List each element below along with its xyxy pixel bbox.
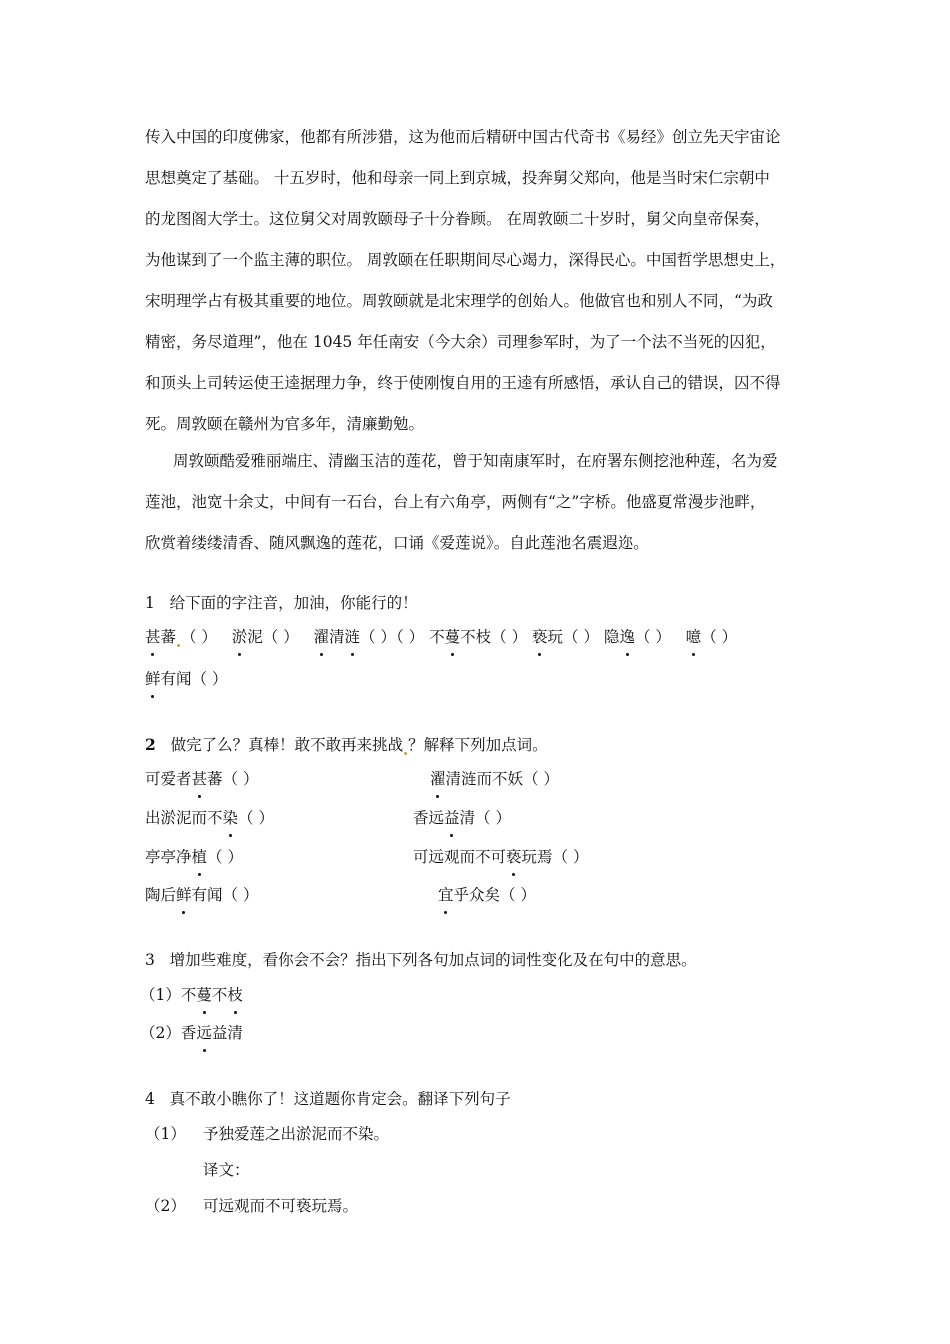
sub-item-label: （2） (140, 1024, 181, 1042)
question-number: 2 (145, 735, 156, 754)
dotted-char: 涟 (345, 625, 361, 647)
sub-item-label: （1） (140, 986, 181, 1004)
question-heading (145, 733, 548, 755)
emphasis-dot (177, 644, 180, 647)
pinyin-item: 不蔓不枝（ ） (429, 628, 527, 646)
question-number: 1 (145, 594, 155, 612)
question-heading (145, 591, 418, 613)
emphasis-dot (404, 752, 407, 755)
question-number: 4 (145, 1090, 155, 1108)
answer-blank[interactable]: （ ） (181, 628, 217, 646)
passage-line: 精密，务尽道理”，他在 1045 年任南安（今大余）司理参军时，为了一个法不当死的囚犯， (145, 333, 776, 351)
dotted-char: 蔓 (445, 625, 461, 647)
pinyin-item: 淤泥（ ） (232, 628, 299, 646)
dotted-char: 噫 (686, 625, 702, 647)
dotted-char: 濯 (314, 625, 330, 647)
answer-blank[interactable]: （ ） (222, 886, 259, 904)
dotted-char: 远 (196, 1021, 212, 1043)
definition-item: 亭亭净植（ ） (145, 845, 243, 867)
dotted-char: 宜 (438, 883, 454, 905)
pinyin-items (145, 625, 737, 647)
pinyin-item: 濯清 (314, 628, 345, 646)
pinyin-item: 隐逸（ ） (604, 628, 671, 646)
pinyin-item: 鲜有闻（ ） (145, 667, 227, 689)
dotted-char: 甚 (192, 767, 208, 789)
passage-line: 死。周敦颐在赣州为官多年，清廉勤勉。 (145, 415, 425, 433)
pinyin-item: 亵玩（ ） (532, 628, 599, 646)
answer-blank[interactable]: （ ） (262, 628, 299, 646)
passage-line: 传入中国的印度佛家，他都有所涉猎，这为他而后精研中国古代奇书《易经》创立先天宇宙论 (145, 128, 781, 146)
sub-item: （2）香远益清 (140, 1021, 243, 1043)
question-heading (145, 948, 697, 970)
passage-line: 和顶头上司转运使王逵据理力争，终于使刚愎自用的王逵有所感悟，承认自己的错误，囚不得 (145, 374, 781, 392)
answer-blank[interactable]: （ ） (563, 628, 599, 646)
question-heading (145, 1087, 511, 1109)
definition-item: 陶后鲜有闻（ ） (145, 883, 258, 905)
answer-blank[interactable]: （ ） (191, 670, 228, 688)
passage-line: 为他谋到了一个监主薄的职位。 周敦颐在任职期间尽心竭力，深得民心。中国哲学思想史上， (145, 251, 786, 269)
dotted-char: 濯 (430, 767, 446, 789)
answer-blank[interactable]: （ ） (634, 628, 671, 646)
passage-line: 周敦颐酷爱雅丽端庄、清幽玉洁的莲花，曾于知南康军时，在府署东侧挖池种莲，名为爱 (173, 452, 778, 470)
dotted-char: 淤 (232, 625, 248, 647)
definition-item: 濯清涟而不妖（ ） (430, 767, 559, 789)
dotted-char: 枝 (227, 983, 243, 1005)
passage-line: 欣赏着缕缕清香、随风飘逸的莲花，口诵《爱莲说》。自此莲池名震遐迩。 (145, 534, 649, 552)
answer-blank[interactable]: （ ） (207, 848, 243, 866)
pinyin-item (345, 628, 425, 646)
dotted-char: 鲜 (176, 883, 192, 905)
dotted-char: 亵 (532, 625, 548, 647)
dotted-char: 益 (444, 806, 460, 828)
dotted-char: 甚 (145, 625, 161, 647)
question-prompt: 真不敢小瞧你了！这道题你肯定会。翻译下列句子 (169, 1090, 511, 1108)
answer-blank[interactable]: （ ） (238, 809, 274, 827)
dotted-char: 蔓 (196, 983, 212, 1005)
passage-line: 思想奠定了基础。 十五岁时，他和母亲一同上到京城，投奔舅父郑向，他是当时宋仁宗朝中 (145, 169, 770, 187)
answer-blank[interactable]: （ ）（ ） (360, 628, 425, 646)
definition-item: 可爱者甚蕃（ ） (145, 767, 258, 789)
answer-blank[interactable]: （ ） (475, 809, 511, 827)
answer-blank[interactable]: （ ） (523, 770, 559, 788)
dotted-char: 植 (192, 845, 208, 867)
definition-item: 可远观而不可亵玩焉（ ） (413, 845, 588, 867)
dotted-char: 鲜 (145, 667, 161, 689)
dotted-char: 亵 (506, 845, 522, 867)
definition-item: 香远益清（ ） (413, 806, 511, 828)
sub-item-label: （1） (145, 1125, 186, 1143)
passage-line: 宋明理学占有极其重要的地位。周敦颐就是北宋理学的创始人。他做官也和别人不同，“为政 (145, 292, 773, 310)
question-number: 3 (145, 951, 155, 969)
answer-blank[interactable]: （ ） (491, 628, 528, 646)
definition-item: 出淤泥而不染（ ） (145, 806, 274, 828)
translation-label[interactable]: 译文： (203, 1161, 250, 1179)
answer-blank[interactable]: （ ） (222, 770, 259, 788)
answer-blank[interactable]: （ ） (500, 886, 536, 904)
pinyin-item: 甚蕃 （ ） (145, 628, 217, 646)
question-prompt: 做完了么？真棒！敢不敢再来挑战 (170, 736, 404, 754)
question-prompt: 增加些难度，看你会不会？指出下列各句加点词的词性变化及在句中的意思。 (169, 951, 697, 969)
question-prompt-cont: ？解释下列加点词。 (408, 736, 548, 754)
passage-line: 莲池，池宽十余丈，中间有一石台，台上有六角亭，两侧有“之”字桥。他盛夏常漫步池畔， (145, 493, 766, 511)
passage-line: 的龙图阁大学士。这位舅父对周敦颐母子十分眷顾。 在周敦颐二十岁时，舅父向皇帝保奏， (145, 210, 770, 228)
sub-item: （1）不蔓不枝 (140, 983, 243, 1005)
dotted-char: 染 (223, 806, 239, 828)
dotted-char: 逸 (619, 625, 635, 647)
pinyin-item (686, 628, 737, 646)
answer-blank[interactable]: （ ） (701, 628, 738, 646)
question-prompt: 给下面的字注音，加油，你能行的！ (169, 594, 418, 612)
answer-blank[interactable]: （ ） (552, 848, 589, 866)
sentence: 予独爱莲之出淤泥而不染。 (203, 1125, 390, 1143)
sentence: 可远观而不可亵玩焉。 (203, 1197, 359, 1215)
definition-item: 宜乎众矣（ ） (438, 883, 536, 905)
sub-item-label: （2） (145, 1197, 186, 1215)
